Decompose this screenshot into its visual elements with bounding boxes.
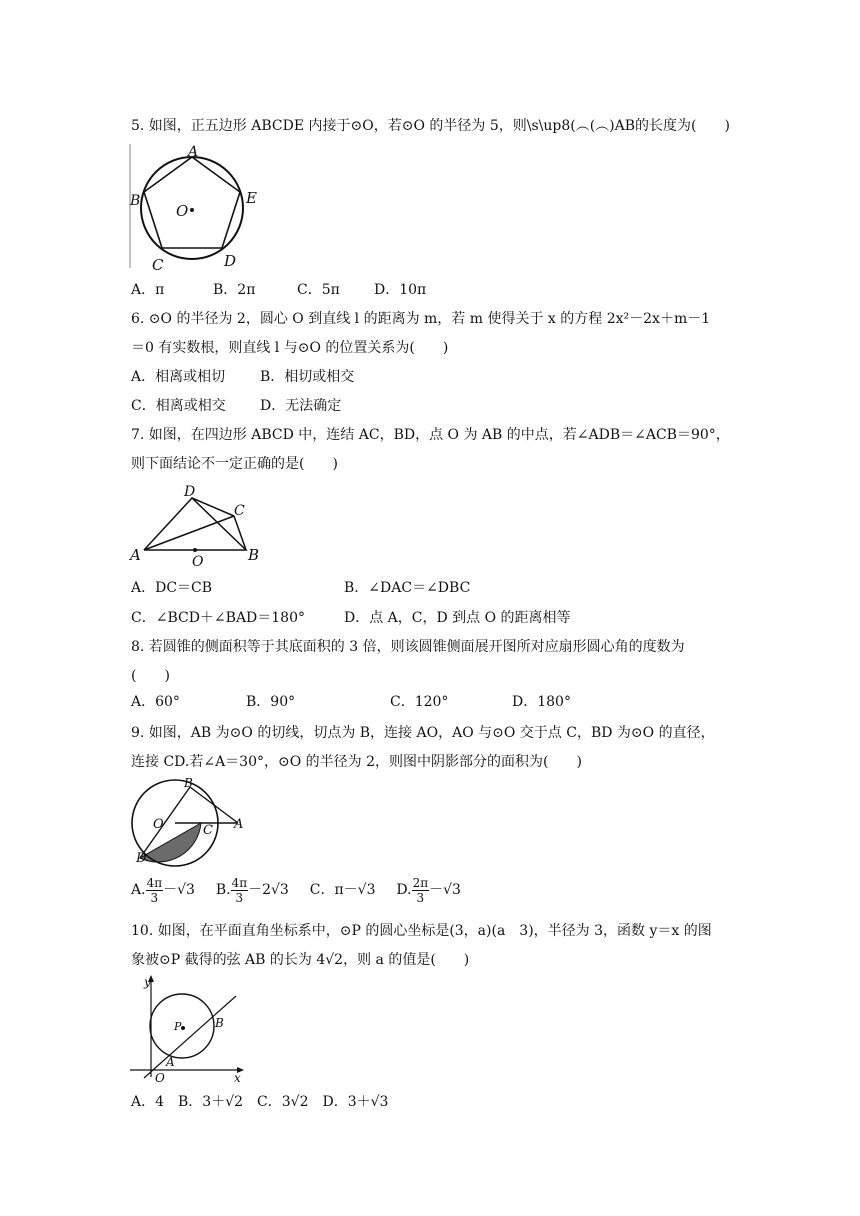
q8-option-d: D．180° [512,694,571,710]
q10-options: A．4 B．3＋√2 C．3√2 D．3＋√3 [131,1094,389,1110]
q5-stem: 5. 如图，正五边形 ABCDE 内接于⊙O，若⊙O 的半径为 5，则\s\up8(︵(︵)AB的长度为( ) [131,118,730,134]
q9-option-a: A. $\frac{4\pi}{3}$ －√3 [131,875,195,905]
q7-option-c: C．∠BCD＋∠BAD＝180° [131,610,306,626]
q6-option-b: B．相切或相交 [260,369,355,385]
q6-stem-line2: ＝0 有实数根，则直线 l 与⊙O 的位置关系为( ) [131,340,449,356]
q7-option-b: B．∠DAC＝∠DBC [344,580,471,596]
q9-option-c: C．π－√3 [309,882,376,898]
q5-label-d: D [224,252,237,270]
q5-label-e: E [246,189,257,207]
q7-option-d: D．点 A，C，D 到点 O 的距离相等 [344,610,571,626]
q10-label-o: O [155,1071,165,1085]
q8-option-b: B．90° [246,694,296,710]
q10-figure [128,972,258,1085]
q5-option-c: C．5π [297,282,340,298]
q5-option-a: A．π [131,282,165,298]
q8-stem-line2: ( ) [131,668,170,684]
q5-label-b: B [130,193,141,209]
q10-stem-line1: 10. 如图，在平面直角坐标系中，⊙P 的圆心坐标是(3，a)(a 3)，半径为 3，函数 y＝x 的图 [131,923,712,939]
q7-stem-line2: 则下面结论不一定正确的是( ) [131,456,338,472]
q10-label-a: A [166,1055,175,1069]
q7-label-c: C [234,503,245,519]
q9-option-d: D. $\frac{2\pi}{3}$ －√3 [396,875,461,905]
q7-figure [128,484,278,574]
q10-stem-line2: 象被⊙P 截得的弦 AB 的长为 4√2，则 a 的值是( ) [131,952,470,968]
q5-label-c: C [152,256,164,274]
q7-stem-line1: 7. 如图，在四边形 ABCD 中，连结 AC，BD，点 O 为 AB 的中点，若∠ADB＝∠ACB＝90°， [131,427,730,443]
q10-label-x: x [234,1071,241,1085]
q7-label-o: O [192,554,204,570]
q5-option-b: B．2π [213,282,256,298]
q6-option-c: C．相离或相交 [131,398,226,414]
q8-stem-line1: 8. 若圆锥的侧面积等于其底面积的 3 倍，则该圆锥侧面展开图所对应扇形圆心角的度数为 [131,639,685,655]
q10-label-y: y [144,975,151,989]
q9-options [131,873,461,907]
q8-option-c: C．120° [390,694,449,710]
q9-label-b: B [184,776,193,790]
q9-option-b: B. $\frac{4\pi}{3}$ －2√3 [215,875,289,905]
q5-figure [128,142,268,272]
q8-option-a: A．60° [131,694,180,710]
q6-stem-line1: 6. ⊙O 的半径为 2，圆心 O 到直线 l 的距离为 m，若 m 使得关于 x 的方程 2x²－2x＋m－1 [131,311,711,327]
q7-option-a: A．DC＝CB [131,580,213,596]
q9-label-c: C [203,823,213,838]
q9-stem-line2: 连接 CD.若∠A＝30°，⊙O 的半径为 2，则图中阴影部分的面积为( ) [131,754,582,770]
q7-label-d: D [184,484,196,500]
q6-option-a: A．相离或相切 [131,369,226,385]
q10-label-b: B [215,1016,224,1030]
q10-label-p: P [174,1020,182,1033]
q5-label-o: O [176,202,189,220]
q5-option-d: D．10π [374,282,427,298]
q9-figure [128,778,258,868]
q9-label-d: D [136,851,147,866]
q7-label-a: A [130,546,141,564]
q9-label-a: A [234,817,244,832]
q9-stem-line1: 9. 如图，AB 为⊙O 的切线，切点为 B，连接 AO，AO 与⊙O 交于点 C，BD 为⊙O 的直径， [131,725,715,741]
q9-label-o: O [153,817,164,832]
q5-label-a: A [188,144,199,160]
q6-option-d: D．无法确定 [260,398,342,414]
q7-label-b: B [248,546,260,564]
